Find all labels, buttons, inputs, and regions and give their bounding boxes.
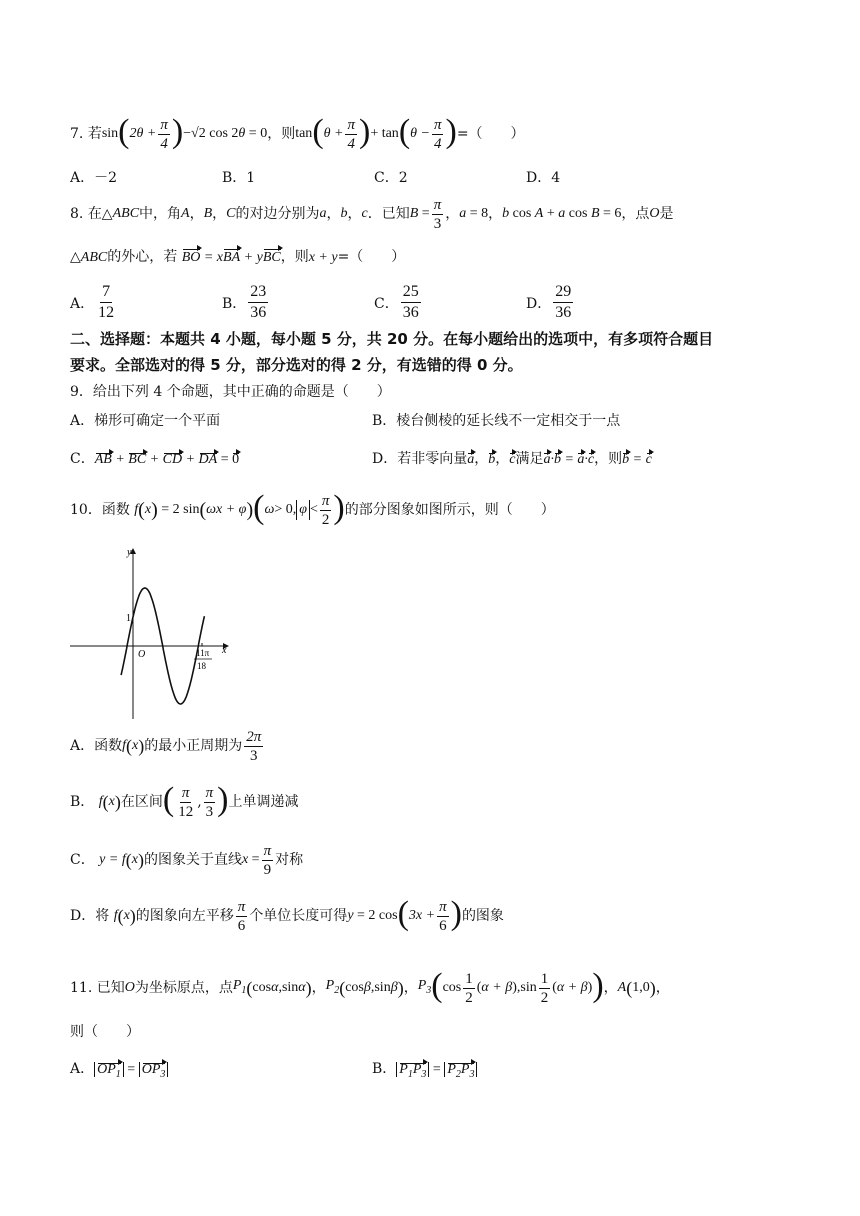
q7-option-b: B．1 <box>222 170 256 186</box>
tick-denominator: 18 <box>197 661 206 671</box>
q8-option-d: D． $\frac{29}{36}$ <box>526 283 572 321</box>
q9-option-c: C．AB + BC + CD + DA = 0 <box>70 451 240 467</box>
one-label: 1 <box>126 613 131 624</box>
q11-stem: 11. 已知 O 为坐标原点，点 $P_1$ ( cos α ,sin α ) ， $P_2$ ( cos β ,sin β ) ， $P_3$ ( cos $\frac{1}{2}$ ( α + β ),sin $\frac{1}{2}$ ( α + β ) ) ， A ( 1,0 ) ， <box>70 967 670 1006</box>
q7-option-c: C．2 <box>374 170 408 186</box>
origin-label: O <box>138 649 146 660</box>
q7-option-d: D．4 <box>526 170 561 186</box>
q7-option-a: A．－2 <box>70 170 118 186</box>
tick-numerator: 11π <box>196 648 210 658</box>
q10-option-b: B． f ( x ) 在区间 ( $\frac{\pi}{12}$ , $\frac{\pi}{3}$ ) 上单调递减 <box>70 781 299 820</box>
q7-stem: 7. 若 sin ( 2θ + $\frac{\pi}{4}$ ) −√2 cos 2 θ = 0 ，则 tan ( θ + $\frac{\pi}{4}$ ) + tan ( θ − $\frac{\pi}{4}$ ) =（ ） <box>70 113 525 152</box>
q11-option-a: A． $OP_1 = OP_3$ <box>70 1058 168 1080</box>
q10-option-a: A．函数 f ( x ) 的最小正周期为 $\frac{2\pi}{3}$ <box>70 728 262 764</box>
q9-option-b: B．棱台侧棱的延长线不一定相交于一点 <box>372 413 621 429</box>
q10-option-c: C． y = f ( x ) 的图象关于直线 x = $\frac{\pi}{9}$ 对称 <box>70 842 304 878</box>
q10-stem: 10．函数 f ( x ) = 2 sin ( ωx + φ ) ( ω > 0, φ < $\frac{\pi}{2}$ ) 的部分图象如图所示，则（ ） <box>70 489 555 528</box>
q10-graph <box>68 543 238 723</box>
q8-stem-line2: △ABC的外心，若 BO = xBA + yBC，则x + y=（ ） <box>70 247 820 268</box>
y-axis-label: y <box>127 547 132 558</box>
q8-option-c: C． $\frac{25}{36}$ <box>374 283 419 321</box>
x-axis-label: x <box>222 645 227 656</box>
section2-header-line2: 要求。全部选对的得 5 分，部分选对的得 2 分，有选错的得 0 分。 <box>70 356 523 374</box>
q11-option-b: B． $P_1P_3 = P_2P_3$ <box>372 1058 477 1080</box>
q8-option-b: B． $\frac{23}{36}$ <box>222 283 267 321</box>
section2-header-line1: 二、选择题：本题共 4 小题，每小题 5 分，共 20 分。在每小题给出的选项中，有多项符合题目 <box>70 330 714 348</box>
q8-stem-line1: 8. 在△ ABC 中，角 A ， B ， C 的对边分别为 a ， b ， c ．已知 B = $\frac{\pi}{3}$ ， a = 8 ， b cos A + a cos B = 6 ，点 O 是 <box>70 196 674 232</box>
q8-option-a: A． $\frac{7}{12}$ <box>70 283 115 321</box>
q10-option-d: D．将 f ( x ) 的图象向左平移 $\frac{\pi}{6}$ 个单位长度可得 y = 2 cos ( 3x + $\frac{\pi}{6}$ ) 的图象 <box>70 895 504 934</box>
q9-stem: 9．给出下列 4 个命题，其中正确的命题是（ ） <box>70 384 391 400</box>
q9-option-a: A．梯形可确定一个平面 <box>70 413 221 429</box>
q9-option-d: D．若非零向量a，b，c满足a·b = a·c，则b = c <box>372 451 652 467</box>
q11-then: 则（ ） <box>70 1024 140 1040</box>
